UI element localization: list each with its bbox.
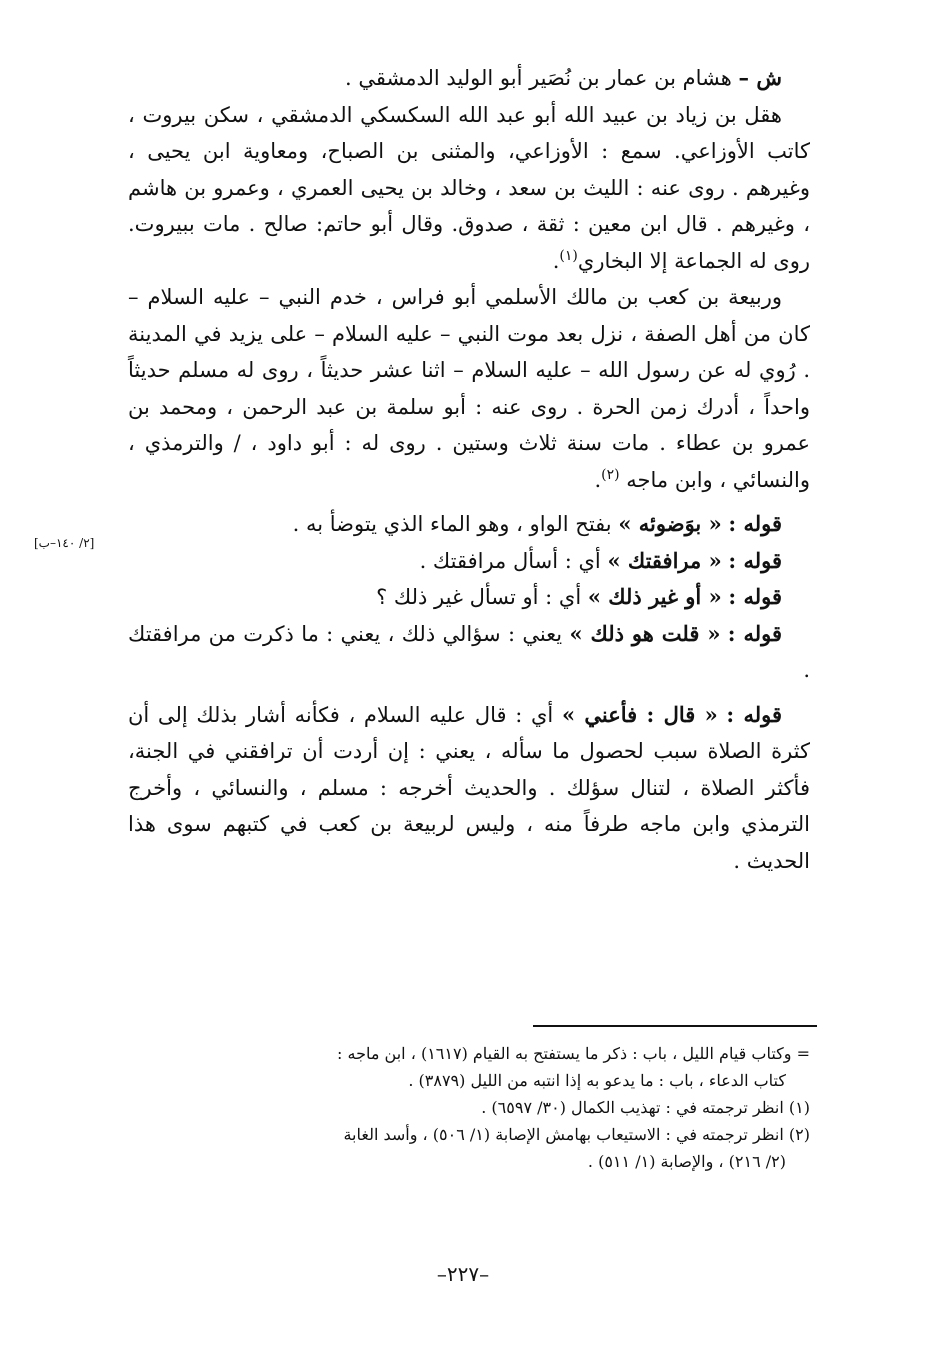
- footnote-1-marker: (١): [788, 1098, 810, 1117]
- footnote-2: [128, 1121, 810, 1148]
- gloss-1-text: بفتح الواو ، وهو الماء الذي يتوضأ به .: [292, 512, 612, 536]
- footnote-continued-marker: =: [796, 1044, 810, 1063]
- gloss-5-quote: « قال : فأعني »: [561, 701, 718, 727]
- gloss-4-text: يعني : سؤالي ذلك ، يعني : ما ذكرت من مرافقتك .: [128, 621, 810, 682]
- paragraph-3-text: وربيعة بن كعب بن مالك الأسلمي أبو فراس ، خدم النبي – عليه السلام – كان من أهل الصفة ، نزل بعد موت النبي – عليه السلام – على يزيد في المدينة . رُوي له عن رسول الله – عليه السلام – اثنا عشر حديثاً ، روى له مسلم حديثاً واحداً ، أدرك زمن الحرة . روى عنه : أبو سلمة بن عبد الرحمن ، ومحمد بن عمرو بن عطاء . مات سنة ثلاث وستين . روى له : أبو داود ، / والترمذي ، والنسائي ، وابن ماجه: [128, 285, 810, 492]
- gloss-5: [128, 697, 810, 880]
- paragraph-1-text: هشام بن عمار بن نُصَير أبو الوليد الدمشقي .: [344, 66, 732, 90]
- gloss-5-text: أي : قال عليه السلام ، فكأنه أشار بذلك إلى أن كثرة الصلاة سبب لحصول ما سأله ، يعني : إن أردت أن ترافقني في الجنة، فأكثر الصلاة ، لتنال سؤلك . والحديث أخرجه : مسلم ، والنسائي ، وأخرج الترمذي وابن ماجه طرفاً منه ، وليس لربيعة بن كعب في كتبهم سوى هذا الحديث .: [128, 702, 810, 873]
- footnote-1-text: انظر ترجمته في : تهذيب الكمال (٣٠/ ٦٥٩٧) .: [481, 1098, 784, 1117]
- paragraph-3: [128, 279, 810, 498]
- gloss-2-quote: « مرافقتك »: [607, 547, 722, 573]
- gloss-2-text: أي : أسأل مرافقتك .: [419, 548, 601, 573]
- gloss-3: [128, 579, 810, 616]
- footnote-2-text: انظر ترجمته في : الاستيعاب بهامش الإصابة (١/ ٥٠٦) ، وأسد الغابة: [343, 1125, 784, 1144]
- page-number: –٢٢٧–: [436, 1262, 490, 1286]
- gloss-3-quote: « أو غير ذلك »: [587, 584, 722, 609]
- footnote-divider: [533, 1025, 817, 1027]
- paragraph-1: [128, 60, 810, 97]
- gloss-5-label: قوله :: [726, 701, 783, 727]
- commentary-marker: ش –: [738, 65, 782, 90]
- paragraph-3-end: .: [594, 467, 602, 492]
- footnote-ref-2: (٢): [601, 466, 620, 483]
- main-text: [128, 60, 810, 879]
- footnote-continued-line-2: كتاب الدعاء ، باب : ما يدعو به إذا انتبه من الليل (٣٨٧٩) .: [408, 1071, 786, 1090]
- gloss-3-text: أي : أو تسأل غير ذلك ؟: [376, 585, 582, 609]
- gloss-1: [128, 506, 810, 543]
- paragraph-2: [128, 97, 810, 280]
- footnote-1: [128, 1094, 810, 1121]
- manuscript-folio-ref: [٢/ ١٤٠–ب]: [34, 536, 95, 550]
- gloss-4-label: قوله :: [727, 620, 782, 646]
- footnote-ref-1: (١): [559, 247, 578, 264]
- paragraph-2-end: .: [552, 248, 560, 273]
- footnotes: [128, 1040, 810, 1175]
- footnote-continued-text: وكتاب قيام الليل ، باب : ذكر ما يستفتح به القيام (١٦١٧) ، ابن ماجه :: [337, 1044, 792, 1063]
- footnote-2-marker: (٢): [788, 1125, 810, 1144]
- gloss-2-label: قوله :: [728, 547, 782, 573]
- footnote-2-line-2: (٢/ ٢١٦) ، والإصابة (١/ ٥١١) .: [587, 1152, 786, 1171]
- gloss-1-label: قوله :: [728, 511, 782, 536]
- gloss-4-quote: « قلت هو ذلك »: [569, 620, 721, 646]
- gloss-1-quote: « بوَضوئه »: [618, 511, 722, 536]
- footnote-continued: [128, 1040, 810, 1067]
- paragraph-2-text: هقل بن زياد بن عبيد الله أبو عبد الله السكسكي الدمشقي ، سكن بيروت ، كاتب الأوزاعي. سمع : الأوزاعي، والمثنى بن الصباح، ومعاوية ابن يحيى ، وغيرهم . روى عنه : الليث بن سعد ، وخالد بن يحيى العمري ، وعمرو بن هاشم ، وغيرهم . قال ابن معين : ثقة ، صدوق. وقال أبو حاتم: صالح . مات ببيروت. روى له الجماعة إلا البخاري: [128, 102, 810, 273]
- gloss-4: [128, 616, 810, 689]
- gloss-2: [128, 543, 810, 580]
- gloss-3-label: قوله :: [728, 584, 782, 609]
